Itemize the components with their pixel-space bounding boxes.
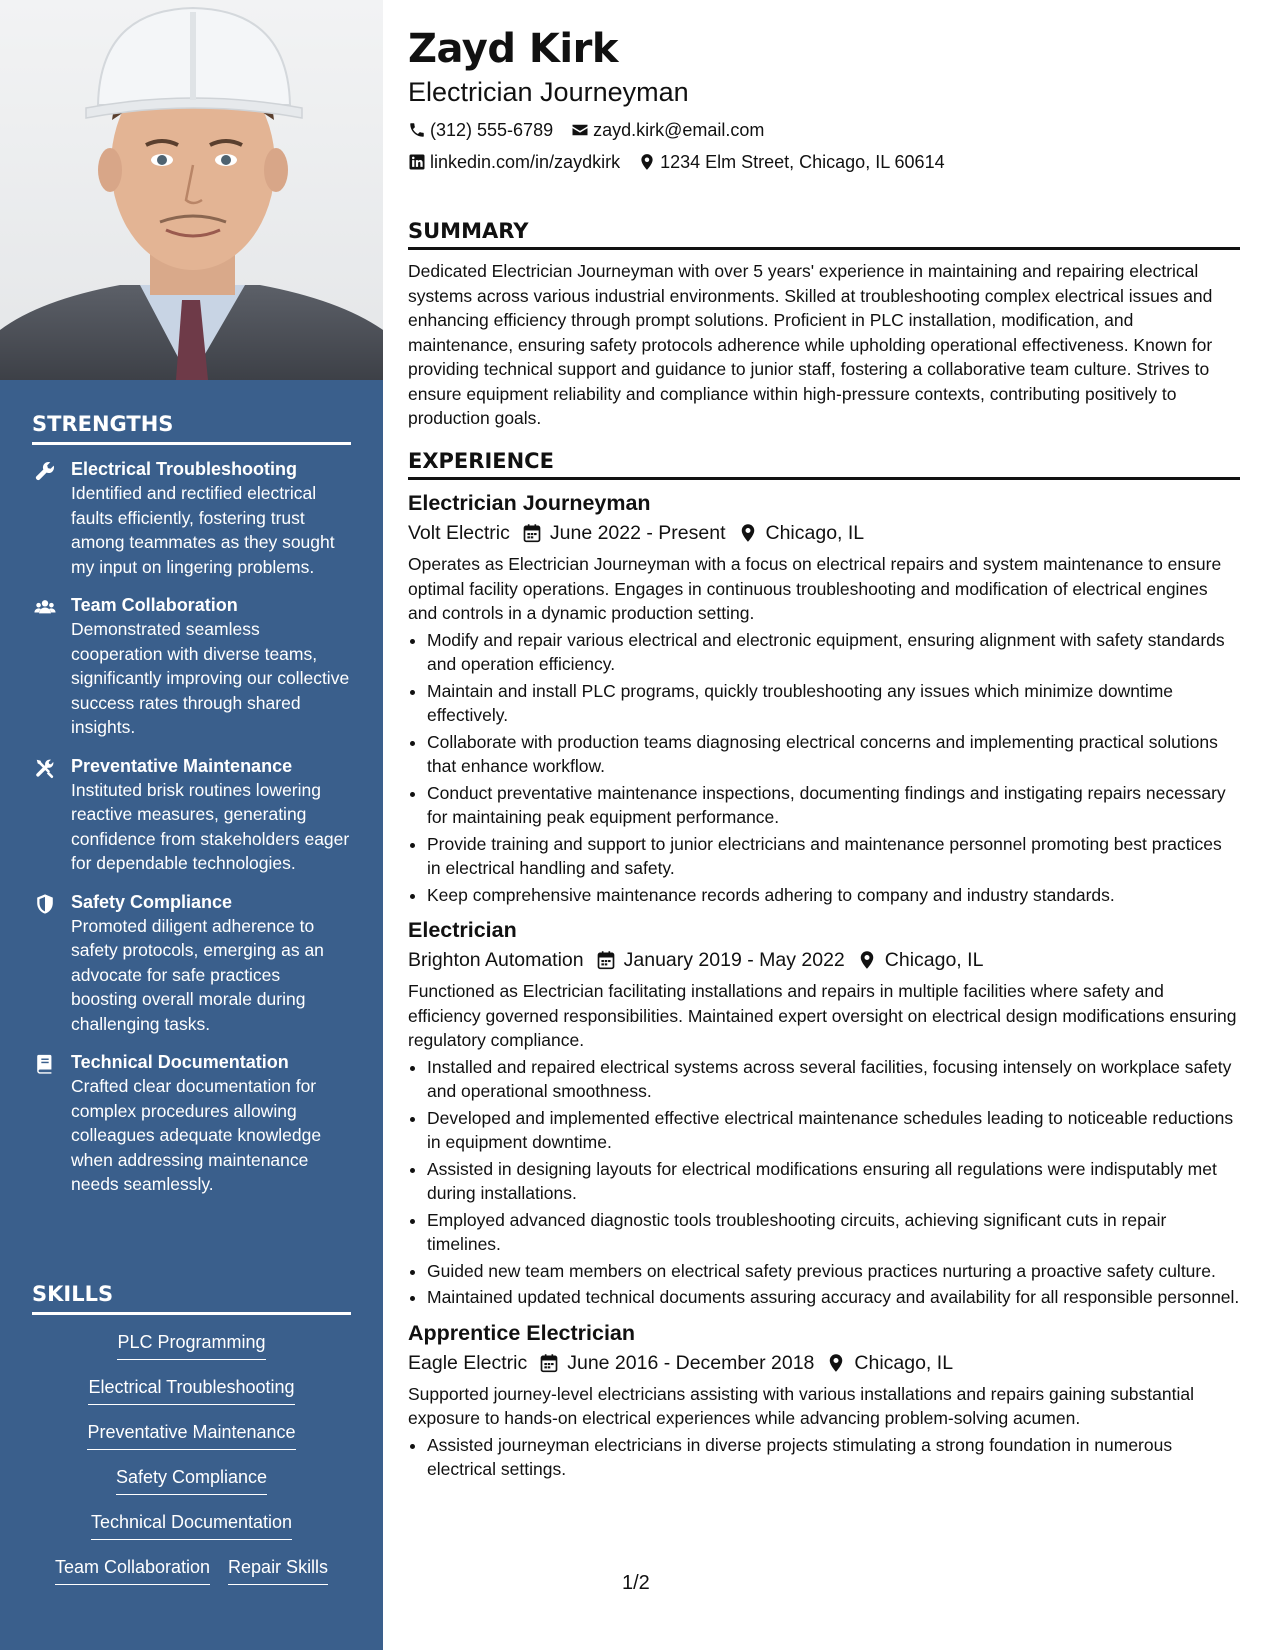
contact-email[interactable] — [571, 118, 764, 142]
bullet-item: • Developed and implemented effective electrical maintenance schedules leading to noticeable reductions in equipment downtime. — [427, 1106, 1240, 1155]
contact-row — [408, 114, 1240, 146]
bullet-item: • Maintained updated technical documents assuring accuracy and availability for all responsible personnel. — [427, 1285, 1240, 1310]
bullet-item: • Employed advanced diagnostic tools troubleshooting circuits, achieving significant cuts in repair timelines. — [427, 1208, 1240, 1257]
contact-phone — [408, 118, 553, 142]
job-role: Apprentice Electrician — [408, 1320, 636, 1345]
job-role: Electrician — [408, 918, 517, 942]
skill-tag: Technical Documentation — [91, 1509, 292, 1540]
calendar-icon — [522, 523, 542, 543]
map-pin-icon — [738, 523, 758, 543]
skill-tag: Preventative Maintenance — [87, 1419, 295, 1450]
skill-tag: Repair Skills — [228, 1554, 328, 1585]
linkedin-text[interactable]: linkedin.com/in/zaydkirk — [430, 152, 621, 172]
map-pin-icon — [857, 950, 877, 970]
bullet-item: • Installed and repaired electrical systems across several facilities, focusing intensely on workplace safety and operational smoothness. — [427, 1055, 1240, 1104]
job-location: Chicago, IL — [884, 949, 984, 971]
skill-tag: Safety Compliance — [116, 1464, 267, 1495]
skill-tag: Team Collaboration — [55, 1554, 210, 1585]
phone-icon — [408, 121, 426, 139]
address-text: 1234 Elm Street, Chicago, IL 60614 — [660, 152, 945, 172]
job-meta — [408, 1348, 1240, 1378]
summary-text: Dedicated Electrician Journeyman with over 5 years' experience in maintaining and repairing electrical systems across various industrial environments. Skilled at troubleshooting complex electrical issues and enhancing efficiency through prompt solutions. Proficient in PLC installation, modification, and maintenance, ensuring safety protocols adherence while upholding operational effectiveness. Known for providing technical support and guidance to junior staff, fostering a collaborative team culture. Strives to ensure equipment reliability and compliance within high-pressure contexts, contributing positively to production goals. — [408, 261, 1213, 428]
skills-section — [32, 1282, 351, 1599]
strength-title: Preventative Maintenance — [71, 755, 293, 776]
strength-title: Technical Documentation — [71, 1052, 289, 1072]
strength-description: Demonstrated seamless cooperation with diverse teams, significantly improving our collective success rates through shared insights. — [71, 619, 350, 737]
bullet-item: • Assisted journeyman electricians in diverse projects stimulating a strong foundation in numerous electrical settings. — [427, 1433, 1240, 1482]
bullet-item: • Collaborate with production teams diagnosing electrical concerns and implementing practical solutions that enhance workflow. — [427, 730, 1240, 779]
envelope-icon — [571, 121, 589, 139]
contact-row — [408, 146, 1240, 178]
bullet-item: • Modify and repair various electrical and electronic equipment, ensuring alignment with safety standards and operation efficiency. — [427, 628, 1240, 677]
contact-address — [638, 150, 945, 174]
strength-item — [32, 890, 351, 1037]
job-location: Chicago, IL — [854, 1351, 954, 1374]
email-text[interactable]: zayd.kirk@email.com — [593, 120, 765, 140]
tools-icon — [34, 757, 56, 779]
strengths-heading: STRENGTHS — [32, 412, 351, 445]
skill-tag: PLC Programming — [117, 1329, 265, 1360]
job-dates: June 2022 - Present — [549, 522, 726, 544]
job-bullets — [408, 1433, 1240, 1482]
sidebar — [0, 0, 383, 1650]
strength-description: Promoted diligent adherence to safety protocols, emerging as an advocate for safe practices boosting overall morale during challenging tasks. — [71, 915, 324, 1034]
bullet-item: • Conduct preventative maintenance inspections, documenting findings and instigating repairs necessary for maintaining peak equipment performance. — [427, 781, 1240, 830]
job-company: Brighton Automation — [408, 949, 584, 971]
book-icon — [34, 1053, 56, 1075]
job-meta — [408, 518, 1240, 548]
skill-list — [32, 1329, 351, 1599]
bullet-item: • Assisted in designing layouts for electrical modifications ensuring all regulations were indisputably met during installations. — [427, 1157, 1240, 1206]
job-entry — [408, 1318, 1240, 1482]
person-name: Zayd Kirk — [408, 26, 618, 72]
job-entry — [408, 915, 1240, 1310]
job-company: Volt Electric — [408, 522, 510, 544]
job-bullets — [408, 628, 1240, 908]
map-pin-icon — [638, 153, 656, 171]
shield-icon — [34, 893, 56, 915]
experience-heading: EXPERIENCE — [408, 449, 1240, 480]
person-title: Electrician Journeyman — [408, 77, 689, 107]
strength-item — [32, 593, 351, 740]
skills-heading: SKILLS — [32, 1282, 351, 1315]
main-content — [408, 22, 1240, 1479]
job-location: Chicago, IL — [765, 522, 865, 544]
job-dates: January 2019 - May 2022 — [623, 949, 845, 971]
strength-title: Safety Compliance — [71, 891, 233, 912]
strength-description: Identified and rectified electrical faults efficiently, fostering trust among teammates as they sought my input on lingering problems. — [71, 483, 335, 577]
calendar-icon — [539, 1353, 559, 1373]
job-entry — [408, 488, 1240, 907]
strength-title: Team Collaboration — [71, 595, 238, 615]
wrench-icon — [34, 460, 56, 482]
job-description: Operates as Electrician Journeyman with a focus on electrical repairs and system maintenance to ensure optimal facility operations. Engages in continuous troubleshooting and modification of electrical engines and controls in a dynamic production setting. — [408, 554, 1222, 623]
summary-heading: SUMMARY — [408, 219, 1240, 250]
strengths-section — [32, 412, 351, 1197]
summary-section — [408, 219, 1240, 431]
strength-description: Instituted brisk routines lowering reactive measures, generating confidence from stakeholders eager for dependable technologies. — [71, 779, 350, 873]
skill-tag: Electrical Troubleshooting — [88, 1374, 294, 1405]
bullet-item: • Guided new team members on electrical safety previous practices nurturing a proactive safety culture. — [427, 1259, 1240, 1284]
bullet-item: • Keep comprehensive maintenance records adhering to company and industry standards. — [427, 883, 1240, 908]
strength-item — [32, 754, 351, 876]
job-dates: June 2016 - December 2018 — [567, 1351, 815, 1374]
linkedin-icon — [408, 153, 426, 171]
phone-text: (312) 555-6789 — [430, 120, 554, 140]
job-company: Eagle Electric — [408, 1351, 528, 1374]
users-icon — [34, 596, 56, 618]
job-bullets — [408, 1055, 1240, 1310]
experience-section — [408, 449, 1240, 1484]
job-description: Supported journey-level electricians assisting with various installations and repairs gaining substantial exposure to hands-on electrical experiences while advancing problem-solving acumen. — [408, 1383, 1194, 1428]
strength-item — [32, 1050, 351, 1197]
bullet-item: • Maintain and install PLC programs, quickly troubleshooting any issues which minimize downtime effectively. — [427, 679, 1240, 728]
page-number: 1/2 — [622, 1572, 650, 1594]
contact-linkedin[interactable] — [408, 150, 620, 174]
strength-description: Crafted clear documentation for complex procedures allowing colleagues adequate knowledge when addressing maintenance needs seamlessly. — [71, 1076, 322, 1194]
map-pin-icon — [826, 1353, 846, 1373]
strength-title: Electrical Troubleshooting — [71, 459, 298, 479]
profile-photo — [0, 0, 383, 380]
bullet-item: • Provide training and support to junior electricians and maintenance personnel promoting best practices in electrical handling and safety. — [427, 832, 1240, 881]
job-meta — [408, 945, 1240, 975]
job-description: Functioned as Electrician facilitating installations and repairs in multiple facilities where safety and efficiency governed responsibilities. Maintained expert oversight on electrical design modifications ensuring regulatory compliance. — [408, 981, 1237, 1050]
job-role: Electrician Journeyman — [408, 491, 651, 515]
calendar-icon — [596, 950, 616, 970]
strength-item — [32, 457, 351, 579]
